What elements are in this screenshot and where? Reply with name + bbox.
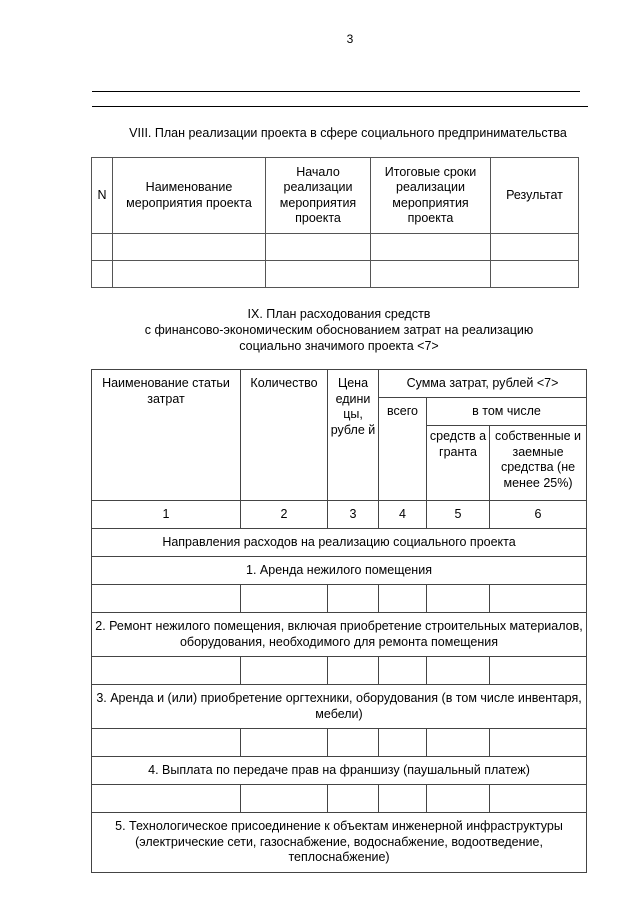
directions-row: Направления расходов на реализацию социального проекта <box>92 529 587 557</box>
table-cell[interactable] <box>379 585 427 613</box>
table-cell[interactable] <box>113 261 266 288</box>
section-ix-title-line-1: IX. План расходования средств <box>247 307 431 321</box>
col-result-header: Результат <box>491 158 579 234</box>
total-cost-header: Сумма затрат, рублей <7> <box>379 370 587 398</box>
table-cell[interactable] <box>328 785 379 813</box>
unit-price-header: Цена едини цы, рубле й <box>328 370 379 501</box>
table-cell[interactable] <box>266 234 371 261</box>
quantity-header: Количество <box>241 370 328 501</box>
table-cell[interactable] <box>427 657 490 685</box>
page-number: 3 <box>346 32 354 46</box>
column-numbers-row <box>92 501 587 529</box>
table-cell[interactable] <box>490 585 587 613</box>
table-cell[interactable] <box>92 785 241 813</box>
col-start-header: Начало реализации мероприятия проекта <box>266 158 371 234</box>
table-cell[interactable] <box>241 657 328 685</box>
section-ix-title-line-2: с финансово-экономическим обоснованием затрат на реализацию <box>144 323 534 337</box>
section-ix-title-line-3: социально значимого проекта <7> <box>239 339 439 353</box>
table-cell[interactable] <box>241 729 328 757</box>
table-cell[interactable] <box>92 657 241 685</box>
section-ix-title <box>92 306 586 354</box>
table-row <box>92 785 587 813</box>
table-header-row <box>92 158 579 234</box>
table-cell[interactable] <box>328 657 379 685</box>
column-number: 6 <box>490 501 587 529</box>
category-row <box>92 685 587 729</box>
table-cell[interactable] <box>266 261 371 288</box>
table-cell[interactable] <box>427 729 490 757</box>
item-name-header: Наименование статьи затрат <box>92 370 241 501</box>
category-3: 3. Аренда и (или) приобретение оргтехники, оборудования (в том числе инвентаря, мебели) <box>92 685 587 729</box>
category-row <box>92 813 587 873</box>
table-cell[interactable] <box>92 585 241 613</box>
col-n-header: N <box>92 158 113 234</box>
column-number: 4 <box>379 501 427 529</box>
table-cell[interactable] <box>427 585 490 613</box>
table-cell[interactable] <box>241 785 328 813</box>
grant-funds-header: средств а гранта <box>427 426 490 501</box>
expense-plan-table <box>91 369 587 873</box>
category-5: 5. Технологическое присоединение к объектам инженерной инфраструктуры (электрические сети, газоснабжение, водоснабжение, водоотведение, теплоснабжение) <box>92 813 587 873</box>
column-number: 1 <box>92 501 241 529</box>
column-number: 3 <box>328 501 379 529</box>
including-header: в том числе <box>427 398 587 426</box>
table-cell[interactable] <box>92 234 113 261</box>
table-cell[interactable] <box>92 261 113 288</box>
column-number: 2 <box>241 501 328 529</box>
table-cell[interactable] <box>379 657 427 685</box>
table-cell[interactable] <box>371 261 491 288</box>
table-cell[interactable] <box>491 261 579 288</box>
table-row <box>92 261 579 288</box>
table-cell[interactable] <box>379 785 427 813</box>
table-cell[interactable] <box>92 729 241 757</box>
table-cell[interactable] <box>379 729 427 757</box>
table-cell[interactable] <box>490 785 587 813</box>
blank-line-1 <box>92 91 580 92</box>
col-deadline-header: Итоговые сроки реализации мероприятия проекта <box>371 158 491 234</box>
table-cell[interactable] <box>490 729 587 757</box>
table-cell[interactable] <box>491 234 579 261</box>
table-row <box>92 585 587 613</box>
table-cell[interactable] <box>113 234 266 261</box>
category-2: 2. Ремонт нежилого помещения, включая приобретение строительных материалов, оборудования, необходимого для ремонта помещения <box>92 613 587 657</box>
table-row <box>92 729 587 757</box>
table-cell[interactable] <box>371 234 491 261</box>
category-row <box>92 557 587 585</box>
section-row <box>92 529 587 557</box>
category-1: 1. Аренда нежилого помещения <box>92 557 587 585</box>
table-cell[interactable] <box>241 585 328 613</box>
table-cell[interactable] <box>490 657 587 685</box>
category-row <box>92 613 587 657</box>
section-viii-title: VIII. План реализации проекта в сфере социального предпринимательства <box>129 126 567 140</box>
table-header-row <box>92 370 587 398</box>
table-cell[interactable] <box>328 585 379 613</box>
column-number: 5 <box>427 501 490 529</box>
table-row <box>92 234 579 261</box>
blank-line-2 <box>92 106 588 107</box>
table-cell[interactable] <box>328 729 379 757</box>
category-row <box>92 757 587 785</box>
total-header: всего <box>379 398 427 501</box>
table-row <box>92 657 587 685</box>
col-activity-header: Наименование мероприятия проекта <box>113 158 266 234</box>
own-funds-header: собственные и заемные средства (не менее 25%) <box>490 426 587 501</box>
category-4: 4. Выплата по передаче прав на франшизу (паушальный платеж) <box>92 757 587 785</box>
table-cell[interactable] <box>427 785 490 813</box>
project-plan-table <box>91 157 579 288</box>
